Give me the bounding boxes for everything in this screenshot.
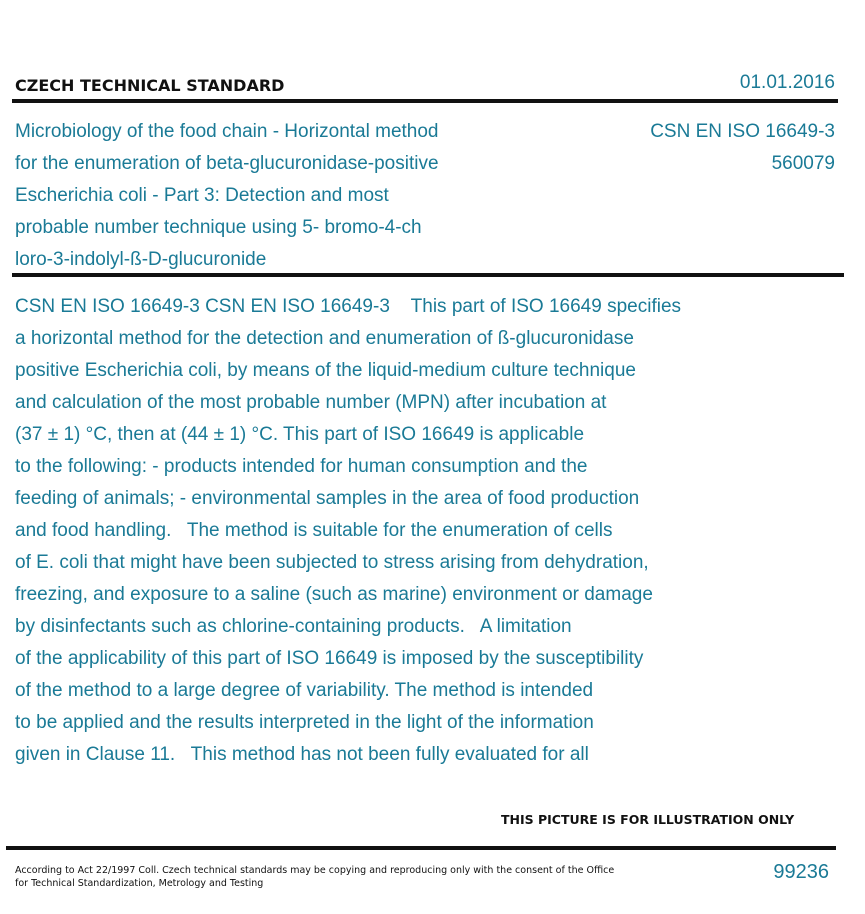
title-line: Escherichia coli - Part 3: Detection and most — [15, 185, 389, 206]
abstract-line: feeding of animals; - environmental samples in the area of food production — [15, 488, 640, 509]
title-line: for the enumeration of beta-glucuronidase-positive — [15, 153, 439, 174]
document-number: 99236 — [773, 861, 829, 883]
title-line: Microbiology of the food chain - Horizontal method — [15, 121, 439, 142]
abstract-line: to the following: - products intended for human consumption and the — [15, 456, 588, 477]
legal-notice-line: for Technical Standardization, Metrology and Testing — [15, 878, 264, 889]
document-type-label: CZECH TECHNICAL STANDARD — [15, 76, 285, 95]
abstract-line: a horizontal method for the detection and enumeration of ß-glucuronidase — [15, 328, 634, 349]
abstract-line: given in Clause 11. This method has not been fully evaluated for all — [15, 744, 589, 765]
abstract-line: and food handling. The method is suitable for the enumeration of cells — [15, 520, 613, 541]
abstract-line: freezing, and exposure to a saline (such as marine) environment or damage — [15, 584, 653, 605]
standard-code: CSN EN ISO 16649-3 — [650, 121, 835, 142]
abstract-line: (37 ± 1) °C, then at (44 ± 1) °C. This part of ISO 16649 is applicable — [15, 424, 585, 445]
abstract-line: of the method to a large degree of variability. The method is intended — [15, 680, 594, 701]
abstract-line: positive Escherichia coli, by means of the liquid-medium culture technique — [15, 360, 636, 381]
title-line: probable number technique using 5- bromo-4-ch — [15, 217, 422, 238]
abstract-line: and calculation of the most probable number (MPN) after incubation at — [15, 392, 607, 413]
abstract-line: of E. coli that might have been subjected to stress arising from dehydration, — [15, 552, 649, 573]
abstract-line: to be applied and the results interpreted in the light of the information — [15, 712, 594, 733]
legal-notice — [15, 864, 615, 890]
abstract-line: CSN EN ISO 16649-3 CSN EN ISO 16649-3 This part of ISO 16649 specifies — [15, 296, 682, 317]
publication-date: 01.01.2016 — [739, 72, 835, 93]
catalog-number: 560079 — [771, 153, 835, 174]
abstract-line: by disinfectants such as chlorine-containing products. A limitation — [15, 616, 572, 637]
abstract-text — [15, 291, 835, 771]
legal-notice-line: According to Act 22/1997 Coll. Czech technical standards may be copying and reproducing only with the consent of the Office — [15, 865, 615, 876]
title-divider — [12, 273, 844, 277]
title-line: loro-3-indolyl-ß-D-glucuronide — [15, 249, 267, 270]
footer-divider — [6, 846, 836, 850]
illustration-disclaimer: THIS PICTURE IS FOR ILLUSTRATION ONLY — [501, 812, 795, 827]
standard-codes — [650, 116, 835, 180]
abstract-line: of the applicability of this part of ISO 16649 is imposed by the susceptibility — [15, 648, 644, 669]
header-divider — [12, 99, 838, 103]
standard-title — [15, 116, 515, 276]
